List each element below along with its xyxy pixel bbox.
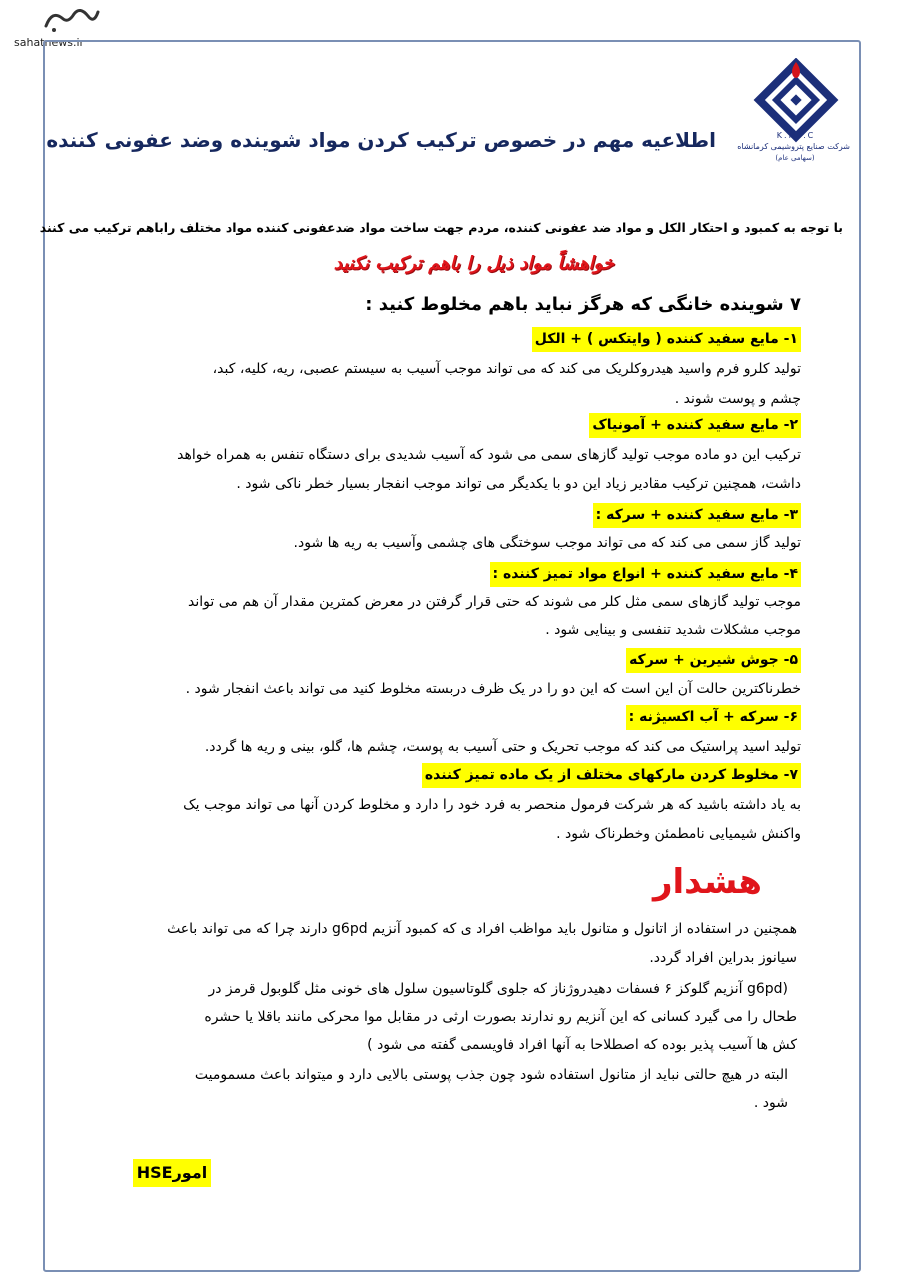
warning-title: هشدار (652, 862, 762, 902)
watermark-logo-icon (40, 4, 102, 34)
item-text-line: ترکیب این دو ماده موجب تولید گازهای سمی می شود که آسیب شدیدی برای دستگاه تنفس به همراه خواهد (177, 447, 801, 463)
item-title: ۵- جوش شیرین + سرکه (626, 648, 801, 673)
red-instruction: خواهشاً مواد ذیل را باهم ترکیب نکنید (333, 253, 614, 274)
company-name: شرکت صنایع پتروشیمی کرمانشاه (737, 142, 850, 151)
item-text-line: داشت، همچنین ترکیب مقادیر زیاد این دو با یکدیگر می تواند موجب انفجار بسیار خطر ناکی شود . (236, 476, 801, 492)
item-text-line: تولید کلرو فرم واسید هیدروکلریک می کند که می تواند موجب آسیب به سیستم عصبی، ریه، کلیه، کبد، (212, 361, 801, 377)
item-text-line: تولید گاز سمی می کند که می تواند موجب سوختگی های چشمی وآسیب به ریه ها شود. (293, 535, 801, 551)
item-title: ۱- مایع سفید کننده ( وایتکس ) + الکل (532, 327, 801, 352)
company-type: (سهامی عام) (775, 154, 815, 162)
warning-text-line: البته در هیچ حالتی نباید از متانول استفاده شود چون جذب پوستی بالایی دارد و میتواند باعث مسمومیت (194, 1067, 788, 1083)
item-text-line: تولید اسید پراستیک می کند که موجب تحریک و حتی آسیب به پوست، چشم ها، گلو، بینی و ریه ها گردد. (204, 739, 801, 755)
item-title: ۴- مایع سفید کننده + انواع مواد تمیز کننده : (490, 562, 801, 587)
main-heading: ۷ شوینده خانگی که هرگز نباید باهم مخلوط کنید : (365, 294, 801, 315)
item-text-line: خطرناکترین حالت آن این است که این دو را در یک ظرف دربسته مخلوط کنید می تواند باعث انفجار شود . (185, 681, 801, 697)
item-text-line: موجب مشکلات شدید تنفسی و بینایی شود . (545, 622, 801, 638)
item-title: ۳- مایع سفید کننده + سرکه : (593, 503, 801, 528)
warning-text-line: کش ها آسیب پذیر بوده که اصطلاحا به آنها افراد فاویسمی گفته می شود ) (367, 1037, 797, 1053)
company-code: K.P.I.C (776, 131, 816, 140)
warning-text-line: (g6pd آنزیم گلوکز ۶ فسفات دهیدروژناز که جلوی گلوتاسیون سلول های خونی مثل گلوبول قرمز در (208, 981, 788, 997)
item-title: ۷- مخلوط کردن مارکهای مختلف از یک ماده تمیز کننده (422, 763, 801, 788)
warning-text-line: همچنین در استفاده از اتانول و متانول باید مواظب افراد ی که کمبود آنزیم g6pd دارند چرا که می تواند باعث (167, 921, 797, 937)
warning-text-line: طحال را می گیرد کسانی که این آنزیم رو ندارند بصورت ارثی در مقابل موا محرکی مانند باقلا یا حشره (204, 1009, 797, 1025)
warning-text-line: شود . (753, 1095, 788, 1111)
item-title: ۶- سرکه + آب اکسیژنه : (626, 705, 801, 730)
item-text-line: به یاد داشته باشید که هر شرکت فرمول منحصر به فرد خود را دارد و مخلوط کردن آنها می تواند موجب یک (183, 797, 801, 813)
warning-text-line: سیانوز بدراین افراد گردد. (649, 950, 797, 966)
page-title: اطلاعیه مهم در خصوص ترکیب کردن مواد شوینده وضد عفونی کننده (46, 128, 716, 152)
item-text-line: موجب تولید گازهای سمی مثل کلر می شوند که حتی قرار گرفتن در معرض کمترین مقدار آن هم می تواند (188, 594, 801, 610)
company-logo-icon (742, 58, 850, 168)
watermark-url: sahatnews.ir (14, 36, 85, 49)
hse-department-label: امورHSE (133, 1159, 211, 1187)
item-title: ۲- مایع سفید کننده + آمونیاک (589, 413, 801, 438)
item-text-line: واکنش شیمیایی نامطمئن وخطرناک شود . (556, 826, 801, 842)
intro-text: با توجه به کمبود و احتکار الکل و مواد ضد عفونی کننده، مردم جهت ساخت مواد ضدعفونی کننده مواد مختلف راباهم ترکیب می کنند (39, 220, 843, 235)
item-text-line: چشم و پوست شوند . (674, 391, 801, 407)
